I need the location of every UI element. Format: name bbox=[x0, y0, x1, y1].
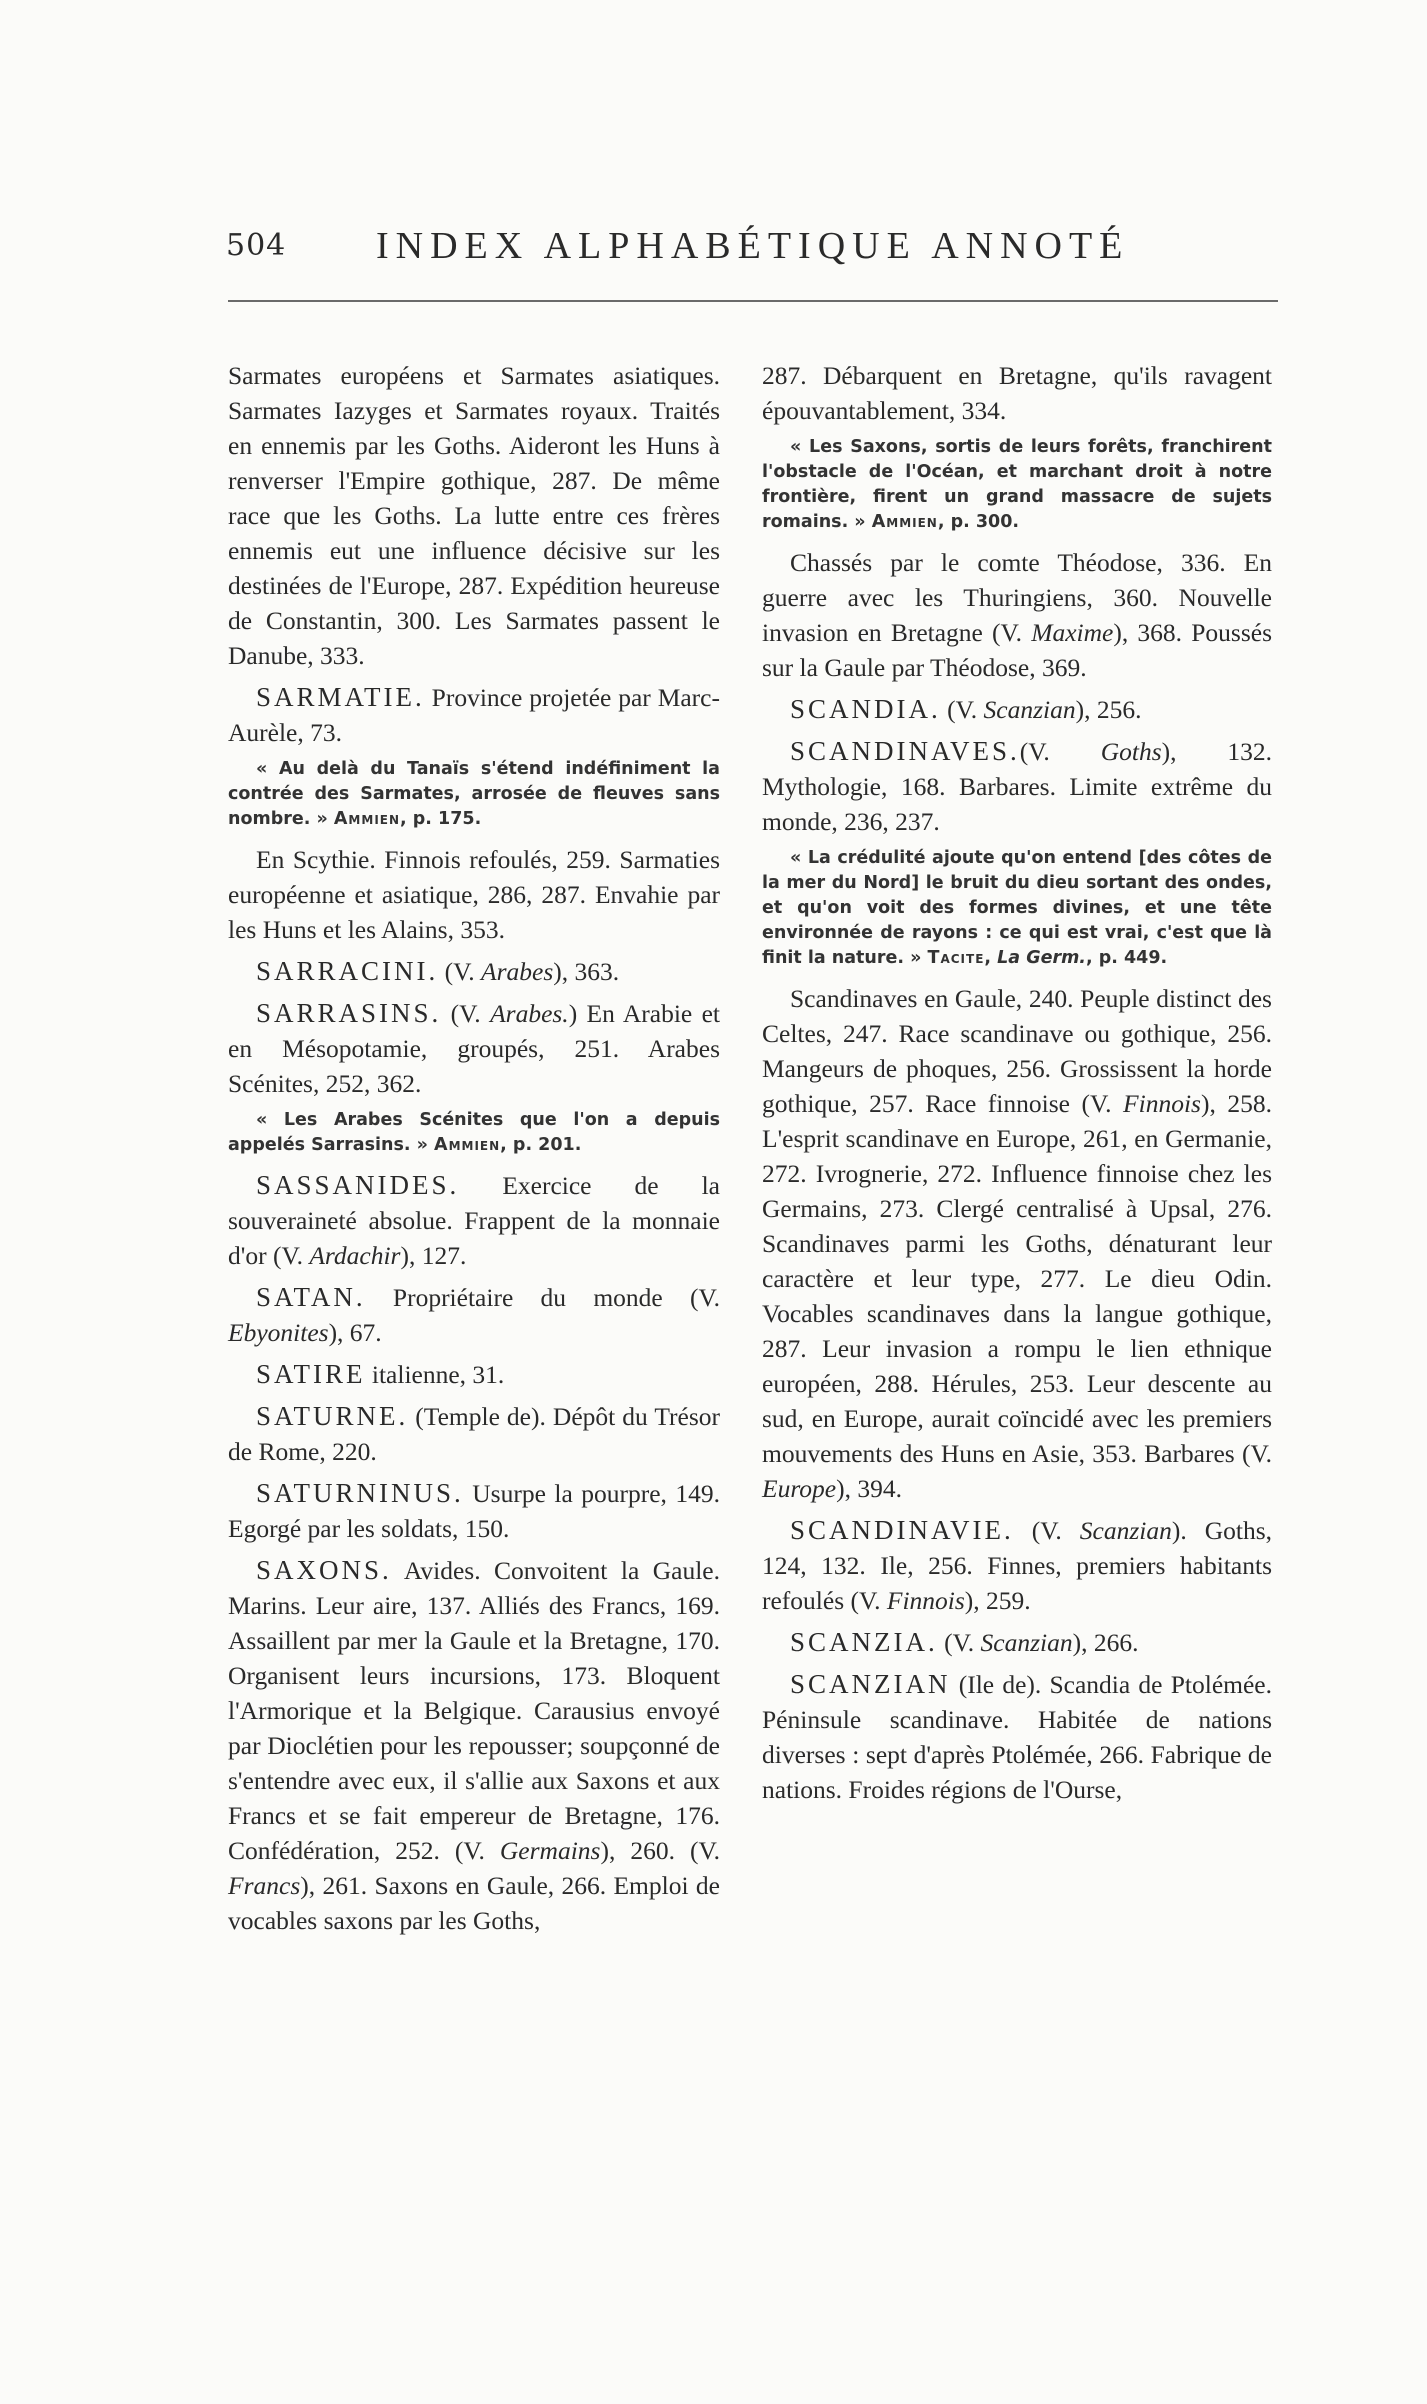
entry-scandia: SCANDIA. (V. Scanzian), 256. bbox=[790, 694, 1142, 724]
left-column bbox=[228, 358, 720, 1945]
quote-ammien: « Au delà du Tanaïs s'étend indéfiniment la contrée des Sarmates, arrosée de fleuves sans nombre. » Ammien, p. 175. bbox=[228, 759, 720, 829]
headword: SARRACINI. bbox=[256, 956, 439, 986]
entry-sarmates-continued: Sarmates européens et Sarmates asiatiques. Sarmates Iazyges et Sarmates royaux. Traités en ennemis par les Goths. Aideront les Huns à renverser l'Empire gothique, 287. De même race que les Goths. La lutte entre ces frères ennemis eut une influence décisive sur les destinées de l'Europe, 287. Expédition heureuse de Constantin, 300. Les Sarmates passent le Danube, 333. bbox=[228, 361, 720, 670]
page-header bbox=[226, 225, 1272, 278]
quote-tacite: « La crédulité ajoute qu'on entend [des côtes de la mer du Nord] le bruit du dieu sortant des ondes, et qu'on voit des formes divines, et une tête environnée de rayons : ce qui est vrai, c'est que là finit la nature. » Tacite, La Germ., p. 449. bbox=[762, 848, 1272, 968]
headword: SCANZIA. bbox=[790, 1627, 938, 1657]
header-rule bbox=[228, 300, 1278, 302]
entry-sarmatie: SARMATIE. Province projetée par Marc-Aurèle, 73. bbox=[228, 682, 720, 747]
headword: SCANDIA. bbox=[790, 694, 941, 724]
entry-scanzia: SCANZIA. (V. Scanzian), 266. bbox=[790, 1627, 1139, 1657]
entry-scandinaves-continued: Scandinaves en Gaule, 240. Peuple distinct des Celtes, 247. Race scandinave ou gothique, 256. Mangeurs de phoques, 256. Grossissent la horde gothique, 257. Race finnoise (V. Finnois), 258. L'esprit scandinave en Europe, 261, en Germanie, 272. Ivrognerie, 272. Influence finnoise chez les Germains, 273. Clergé centralisé à Upsal, 276. Scandinaves parmi les Goths, dénaturant leur caractère et leur type, 277. Le dieu Odin. Vocables scandinaves dans la langue gothique, 287. Leur invasion a rompu le lien ethnique européen, 288. Hérules, 253. Leur descente au sud, en Europe, aurait coïncidé avec les premiers mouvements des Huns en Asie, 353. Barbares (V. Europe), 394. bbox=[762, 984, 1272, 1503]
right-column bbox=[762, 358, 1272, 1814]
entry-sassanides: SASSANIDES. Exercice de la souveraineté absolue. Frappent de la monnaie d'or (V. Ardachir), 127. bbox=[228, 1170, 720, 1270]
entry-sarracini: SARRACINI. (V. Arabes), 363. bbox=[256, 956, 620, 986]
entry-scanzian: SCANZIAN (Ile de). Scandia de Ptolémée. Péninsule scandinave. Habitée de nations diverses : sept d'après Ptolémée, 266. Fabrique de nations. Froides régions de l'Ourse, bbox=[762, 1669, 1272, 1804]
headword: SARMATIE. bbox=[256, 682, 425, 712]
running-title: INDEX ALPHABÉTIQUE ANNOTÉ bbox=[376, 225, 1130, 267]
entry-saxons: SAXONS. Avides. Convoitent la Gaule. Marins. Leur aire, 137. Alliés des Francs, 169. Assaillent par mer la Gaule et la Bretagne, 170. Organisent leurs incursions, 173. Bloquent l'Armorique et la Belgique. Carausius envoyé par Dioclétien pour les repousser; soupçonné de s'entendre avec eux, il s'allie aux Saxons et aux Francs et se fait empereur de Bretagne, 176. Confédération, 252. (V. Germains), 260. (V. Francs), 261. Saxons en Gaule, 266. Emploi de vocables saxons par les Goths, bbox=[228, 1555, 720, 1935]
headword: SARRASINS. bbox=[256, 998, 442, 1028]
entry-scandinavie: SCANDINAVIE. (V. Scanzian). Goths, 124, 132. Ile, 256. Finnes, premiers habitants refoulés (V. Finnois), 259. bbox=[762, 1515, 1273, 1615]
quote-ammien: « Les Saxons, sortis de leurs forêts, franchirent l'obstacle de l'Océan, et marchant droit à notre frontière, firent un grand massacre de sujets romains. » Ammien, p. 300. bbox=[762, 437, 1272, 532]
entry-saxons-continued-2: Chassés par le comte Théodose, 336. En guerre avec les Thuringiens, 360. Nouvelle invasion en Bretagne (V. Maxime), 368. Poussés sur la Gaule par Théodose, 369. bbox=[762, 548, 1272, 682]
headword: SATAN. bbox=[256, 1282, 366, 1312]
page-number: 504 bbox=[226, 228, 287, 263]
headword: SATURNE. bbox=[256, 1401, 409, 1431]
entry-saturne: SATURNE. (Temple de). Dépôt du Trésor de Rome, 220. bbox=[228, 1401, 720, 1466]
quote-ammien: « Les Arabes Scénites que l'on a depuis appelés Sarrasins. » Ammien, p. 201. bbox=[228, 1110, 720, 1155]
entry-scandinaves: SCANDINAVES.(V. Goths), 132. Mythologie, 168. Barbares. Limite extrême du monde, 236, 237. bbox=[762, 736, 1272, 836]
entry-satan: SATAN. Propriétaire du monde (V. Ebyonites), 67. bbox=[228, 1282, 720, 1347]
headword: SCANZIAN bbox=[790, 1669, 951, 1699]
headword: SAXONS. bbox=[256, 1555, 392, 1585]
entry-satire: SATIRE italienne, 31. bbox=[256, 1359, 505, 1389]
headword: SATIRE bbox=[256, 1359, 366, 1389]
headword: SCANDINAVES. bbox=[790, 736, 1020, 766]
headword: SATURNINUS. bbox=[256, 1478, 464, 1508]
entry-sarmatie-continued: En Scythie. Finnois refoulés, 259. Sarmaties européenne et asiatique, 286, 287. Envahie par les Huns et les Alains, 353. bbox=[228, 845, 720, 944]
entry-sarrasins: SARRASINS. (V. Arabes.) En Arabie et en Mésopotamie, groupés, 251. Arabes Scénites, 252, 362. bbox=[228, 998, 720, 1098]
headword: SCANDINAVIE. bbox=[790, 1515, 1014, 1545]
headword: SASSANIDES. bbox=[256, 1170, 460, 1200]
entry-saturninus: SATURNINUS. Usurpe la pourpre, 149. Egorgé par les soldats, 150. bbox=[228, 1478, 720, 1543]
entry-saxons-continued: 287. Débarquent en Bretagne, qu'ils ravagent épouvantablement, 334. bbox=[762, 361, 1272, 425]
